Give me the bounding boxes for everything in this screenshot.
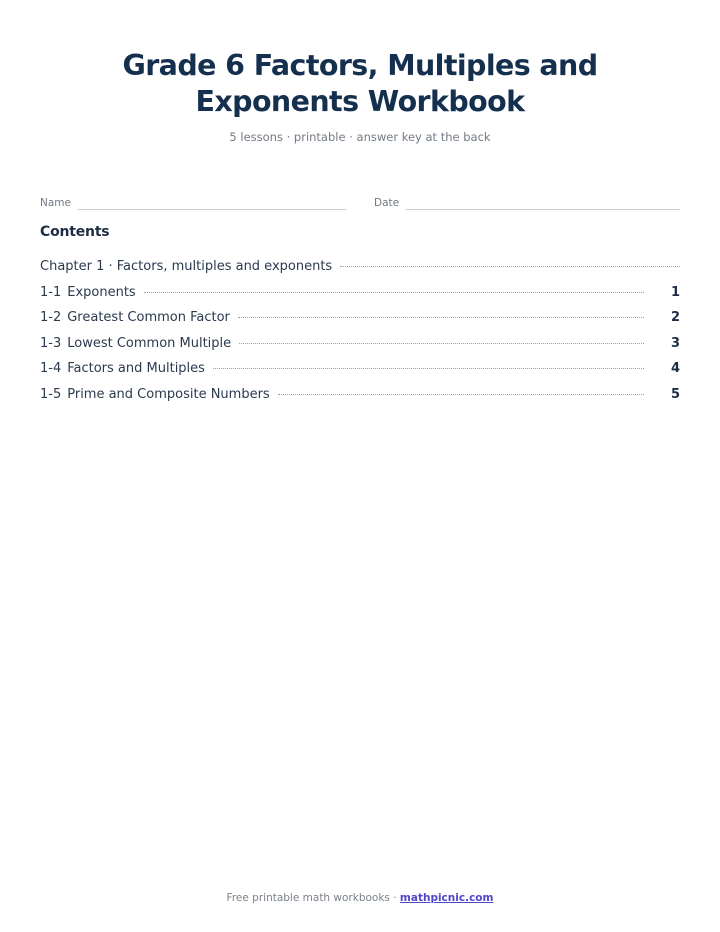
toc-page-number: 3	[670, 335, 680, 351]
footer-text: Free printable math workbooks ·	[226, 892, 400, 904]
toc-lesson-number: 1-3	[40, 335, 62, 351]
date-field[interactable]	[374, 194, 680, 210]
page-subtitle: 5 lessons · printable · answer key at the back	[229, 130, 491, 144]
toc-leader-dots	[278, 394, 644, 395]
toc-lesson-number: 1-5	[40, 386, 62, 402]
name-field-line[interactable]	[78, 201, 346, 210]
toc-lesson-number: 1-4	[40, 361, 62, 376]
date-field-line[interactable]	[406, 201, 680, 210]
toc-lesson-title: Prime and Composite Numbers	[67, 386, 270, 402]
toc-chapter-title: Chapter 1 · Factors, multiples and exponents	[40, 259, 333, 274]
toc-leader-dots	[340, 266, 680, 267]
toc-lesson-row[interactable]	[40, 360, 680, 386]
toc-chapter-row[interactable]	[40, 258, 680, 284]
toc-lesson-row[interactable]	[40, 309, 680, 335]
table-of-contents	[40, 258, 680, 411]
toc-lesson-number: 1-1	[40, 284, 62, 300]
toc-lesson-number: 1-2	[40, 310, 62, 325]
toc-lesson-row[interactable]	[40, 335, 680, 361]
toc-page-number: 2	[670, 310, 680, 325]
toc-page-number: 1	[670, 284, 680, 300]
toc-leader-dots	[239, 343, 644, 344]
name-field-label: Name	[40, 197, 71, 209]
toc-leader-dots	[144, 292, 644, 293]
name-field[interactable]	[40, 194, 346, 210]
toc-lesson-title: Greatest Common Factor	[67, 310, 230, 325]
page-title: Grade 6 Factors, Multiples and Exponents Workbook	[122, 49, 598, 118]
contents-heading: Contents	[40, 224, 110, 240]
toc-lesson-row[interactable]	[40, 386, 680, 412]
page-footer	[0, 891, 720, 905]
toc-lesson-title: Lowest Common Multiple	[67, 335, 232, 351]
toc-page-number: 5	[670, 386, 680, 402]
toc-lesson-title: Factors and Multiples	[67, 361, 205, 376]
toc-page-number: 4	[670, 361, 680, 376]
toc-lesson-title: Exponents	[67, 284, 136, 300]
toc-leader-dots	[238, 317, 644, 318]
toc-lesson-row[interactable]	[40, 284, 680, 310]
date-field-label: Date	[374, 197, 400, 209]
toc-leader-dots	[213, 368, 644, 369]
footer-site-link[interactable]: mathpicnic.com	[399, 892, 494, 904]
